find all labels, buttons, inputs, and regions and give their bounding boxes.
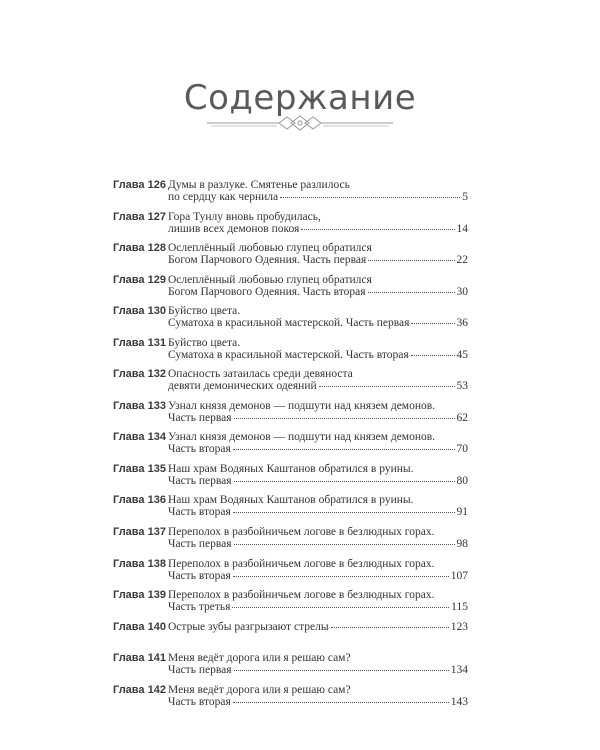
chapter-title-text: Часть вторая [168, 506, 231, 519]
chapter-title-line [168, 696, 468, 708]
chapter-title-line: Меня ведёт дорога или я решаю сам? [168, 652, 351, 665]
chapter-title-text: Часть первая [168, 411, 232, 424]
toc-entry [113, 681, 468, 713]
toc-entry [113, 649, 468, 681]
chapter-title-text: девяти демонических одеяний [168, 380, 317, 393]
chapter-title-text: Суматоха в красильной мастерской. Часть первая [168, 317, 410, 330]
chapter-number: Глава 140 [113, 620, 166, 633]
dot-leader [234, 544, 455, 545]
page-number: 107 [450, 569, 468, 582]
dot-leader [301, 229, 454, 230]
toc-entry [113, 586, 468, 618]
chapter-title-text: Часть третья [168, 601, 231, 614]
toc-entry [113, 302, 468, 334]
chapter-number: Глава 138 [113, 557, 166, 570]
chapter-number: Глава 136 [113, 494, 166, 507]
chapter-title-line: Наш храм Водяных Каштанов обратился в руины. [168, 494, 414, 507]
dot-leader [368, 260, 454, 261]
chapter-number: Глава 137 [113, 526, 166, 539]
chapter-title [168, 526, 468, 550]
chapter-title [168, 274, 468, 298]
chapter-title-text: Часть первая [168, 664, 232, 677]
chapter-title-line: Переполох в разбойничьем логове в безлюдных горах. [168, 557, 435, 570]
chapter-title-line: Меня ведёт дорога или я решаю сам? [168, 683, 351, 696]
toc-entry [113, 365, 468, 397]
chapter-number: Глава 134 [113, 431, 166, 444]
chapter-title-text: Острые зубы разгрызают стрелы [168, 620, 329, 633]
chapter-title [168, 337, 468, 361]
chapter-number: Глава 127 [113, 210, 166, 223]
chapter-title [168, 652, 468, 676]
dot-leader [233, 449, 455, 450]
toc-entry [113, 239, 468, 271]
dot-leader [233, 512, 455, 513]
chapter-title-line [168, 349, 468, 361]
toc-entry [113, 460, 468, 492]
dot-leader [234, 418, 455, 419]
chapter-title-line: Опасность затаилась среди девяноста [168, 368, 353, 381]
toc-entry [113, 523, 468, 555]
chapter-number: Глава 131 [113, 336, 166, 349]
toc-entry [113, 618, 468, 650]
page-number: 115 [451, 601, 468, 614]
chapter-title [168, 684, 468, 708]
dot-leader [319, 386, 455, 387]
dot-leader [232, 607, 449, 608]
chapter-title-line: Узнал князя демонов — подшути над князем демонов. [168, 431, 436, 444]
chapter-title-text: Богом Парчового Одеяния. Часть первая [168, 254, 367, 267]
chapter-title-line [168, 380, 468, 392]
page-number: 143 [450, 695, 468, 708]
chapter-title-text: лишив всех демонов покоя [168, 222, 300, 235]
toc-entry [113, 208, 468, 240]
chapter-title [168, 179, 468, 203]
page-number: 53 [456, 380, 468, 393]
dot-leader [368, 292, 455, 293]
chapter-title-line [168, 317, 468, 329]
dot-leader [234, 481, 455, 482]
chapter-number: Глава 129 [113, 273, 166, 286]
chapter-title [168, 242, 468, 266]
dot-leader [233, 576, 449, 577]
chapter-title [168, 621, 468, 633]
page-number: 22 [456, 254, 468, 267]
chapter-number: Глава 133 [113, 399, 166, 412]
chapter-number: Глава 128 [113, 242, 166, 255]
dot-leader [411, 323, 454, 324]
chapter-title [168, 431, 468, 455]
chapter-title-line: Буйство цвета. [168, 336, 241, 349]
chapter-title [168, 558, 468, 582]
chapter-title-line [168, 191, 468, 203]
chapter-title-line [168, 443, 468, 455]
page-number: 134 [450, 664, 468, 677]
chapter-title-line: Ослеплённый любовью глупец обратился [168, 273, 372, 286]
chapter-title-line [168, 286, 468, 298]
chapter-title-line: Наш храм Водяных Каштанов обратился в руины. [168, 462, 414, 475]
page-number: 80 [456, 474, 468, 487]
chapter-title-line: Буйство цвета. [168, 305, 241, 318]
page-number: 30 [456, 285, 468, 298]
chapter-title-text: Часть первая [168, 474, 232, 487]
chapter-title-text: Часть вторая [168, 695, 231, 708]
page-number: 5 [462, 191, 468, 203]
dot-leader [280, 197, 460, 198]
dot-leader [331, 627, 449, 628]
page-number: 36 [456, 317, 468, 330]
chapter-title-text: Богом Парчового Одеяния. Часть вторая [168, 285, 366, 298]
chapter-number: Глава 132 [113, 368, 166, 381]
chapter-title-text: Часть вторая [168, 443, 231, 456]
chapter-title [168, 211, 468, 235]
chapter-title-line: Переполох в разбойничьем логове в безлюдных горах. [168, 526, 435, 539]
chapter-title-line [168, 506, 468, 518]
chapter-title [168, 400, 468, 424]
page-number: 62 [456, 411, 468, 424]
chapter-title-line: Гора Тунлу вновь пробудилась, [168, 210, 321, 223]
toc-entry [113, 334, 468, 366]
chapter-title-line: Думы в разлуке. Смятенье разлилось [168, 179, 350, 191]
divider-ornament-icon [207, 112, 393, 134]
chapter-number: Глава 142 [113, 683, 166, 696]
toc-entry [113, 428, 468, 460]
chapter-title [168, 305, 468, 329]
chapter-title-line [168, 254, 468, 266]
chapter-title-line [168, 475, 468, 487]
dot-leader [411, 355, 455, 356]
dot-leader [233, 702, 449, 703]
toc-entry [113, 555, 468, 587]
chapter-title-line [168, 412, 468, 424]
chapter-title-line: Переполох в разбойничьем логове в безлюдных горах. [168, 589, 435, 602]
chapter-title-line [168, 601, 468, 613]
chapter-title [168, 589, 468, 613]
chapter-title [168, 463, 468, 487]
chapter-number: Глава 130 [113, 305, 166, 318]
chapter-number: Глава 126 [113, 179, 166, 191]
chapter-title-line: Узнал князя демонов — подшути над князем демонов. [168, 399, 436, 412]
toc-entry [113, 176, 468, 208]
toc-entry [113, 271, 468, 303]
chapter-title-text: Часть первая [168, 538, 232, 551]
page-number: 70 [456, 443, 468, 456]
page-number: 123 [450, 620, 468, 633]
chapter-title-line [168, 570, 468, 582]
chapter-title-line: Ослеплённый любовью глупец обратился [168, 242, 372, 255]
chapter-number: Глава 141 [113, 652, 166, 665]
chapter-number: Глава 135 [113, 462, 166, 475]
toc-entry [113, 397, 468, 429]
page-number: 45 [456, 348, 468, 361]
toc-entry [113, 491, 468, 523]
chapter-title-line [168, 538, 468, 550]
page-number: 98 [456, 538, 468, 551]
chapter-title-text: Суматоха в красильной мастерской. Часть вторая [168, 348, 409, 361]
chapter-title-line [168, 664, 468, 676]
chapter-number: Глава 139 [113, 589, 166, 602]
chapter-title [168, 368, 468, 392]
page-number: 14 [456, 222, 468, 235]
table-of-contents [113, 176, 468, 712]
chapter-title-text: Часть вторая [168, 569, 231, 582]
chapter-title [168, 494, 468, 518]
chapter-title-line [168, 223, 468, 235]
page-title: Содержание [183, 78, 417, 118]
page-number: 91 [456, 506, 468, 519]
chapter-title-line [168, 621, 468, 633]
dot-leader [234, 670, 449, 671]
chapter-title-text: по сердцу как чернила [168, 191, 279, 203]
